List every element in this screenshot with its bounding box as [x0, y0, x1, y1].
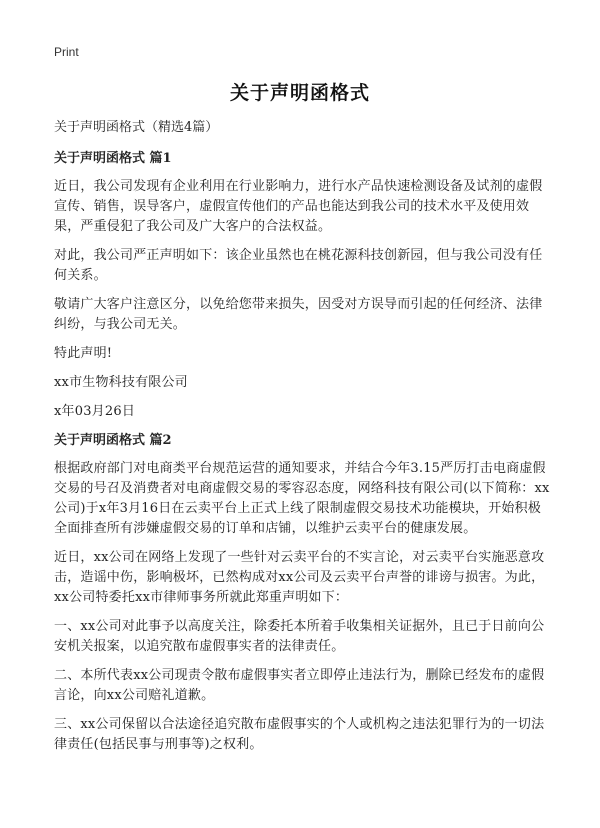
paragraph: 一、xx公司对此事予以高度关注，除委托本所着手收集相关证据外，且已于日前向公安机关报案，以追究散布虚假事实者的法律责任。: [54, 619, 545, 654]
signature-date: x年03月26日: [54, 404, 136, 419]
print-link[interactable]: Print: [54, 45, 79, 59]
paragraph: 二、本所代表xx公司现责令散布虚假事实者立即停止违法行为，删除已经发布的虚假言论，向xx公司赔礼道歉。: [54, 668, 545, 703]
paragraph: 近日，我公司发现有企业利用在行业影响力，进行水产品快速检测设备及试剂的虚假宣传、销售，误导客户，虚假宣传他们的产品也能达到我公司的技术水平及使用效果，严重侵犯了我公司及广大客户的合法权益。: [54, 179, 543, 234]
paragraph: 三、xx公司保留以合法途径追究散布虚假事实的个人或机构之违法犯罪行为的一切法律责任(包括民事与刑事等)之权利。: [54, 717, 545, 752]
page-title: 关于声明函格式: [229, 82, 370, 104]
section-2: [54, 431, 554, 755]
paragraph: 敬请广大客户注意区分，以免给您带来损失，因受对方误导而引起的任何经济、法律纠纷，与我公司无关。: [54, 297, 543, 332]
paragraph: 根据政府部门对电商类平台规范运营的通知要求，并结合今年3.15严厉打击电商虚假交易的号召及消费者对电商虚假交易的零容忍态度，网络科技有限公司(以下简称：xx公司)于x年3月16日在云卖平台上正式上线了限制虚假交易技术功能模块，开始积极全面排查所有涉嫌虚假交易的订单和店铺，以维护云卖平台的健康发展。: [54, 461, 550, 536]
section-heading: 关于声明函格式 篇1: [54, 151, 172, 166]
paragraph: 对此，我公司严正声明如下：该企业虽然也在桃花源科技创新园，但与我公司没有任何关系。: [54, 248, 543, 283]
section-heading: 关于声明函格式 篇2: [54, 433, 172, 448]
signature-company: xx市生物科技有限公司: [54, 375, 188, 390]
document-subtitle: 关于声明函格式（精选4篇）: [54, 120, 219, 135]
document-body: [54, 118, 554, 764]
paragraph: 特此声明!: [54, 346, 113, 361]
paragraph: 近日，xx公司在网络上发现了一些针对云卖平台的不实言论，对云卖平台实施恶意攻击，造谣中伤，影响极坏，已然构成对xx公司及云卖平台声誉的诽谤与损害。为此，xx公司特委托xx市律师事务所就此郑重声明如下：: [54, 550, 545, 605]
section-1: [54, 149, 554, 422]
